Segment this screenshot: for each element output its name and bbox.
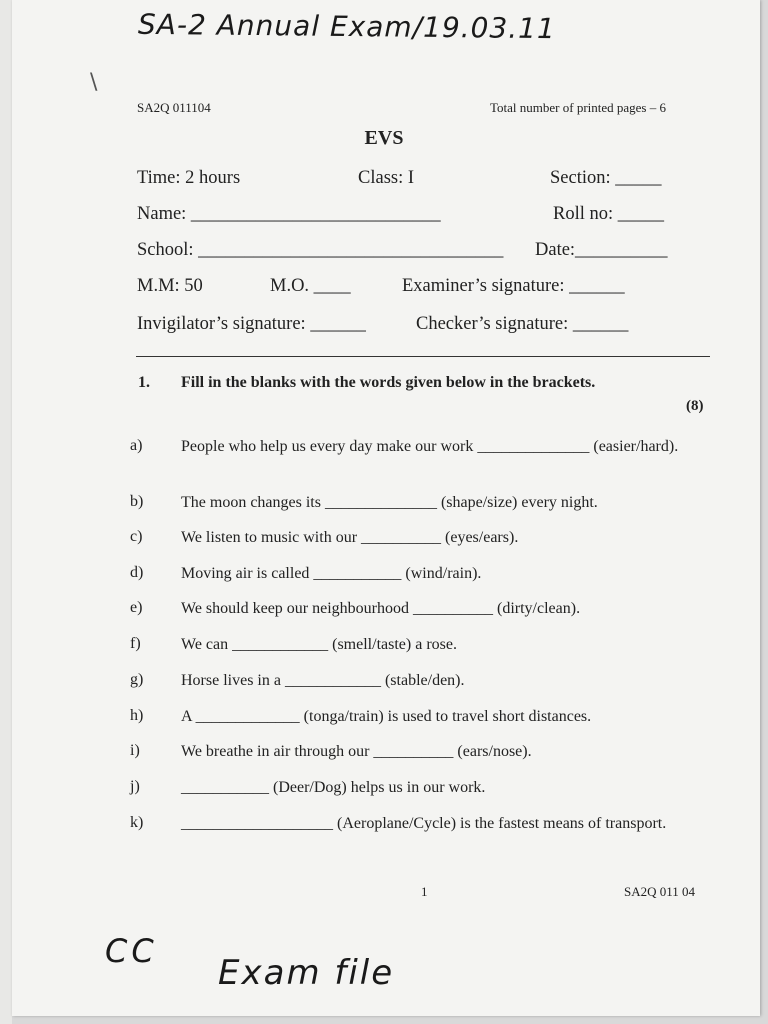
handwritten-cc: CC	[105, 932, 158, 970]
name-field: Name: ___________________________	[137, 204, 441, 224]
item-label: a)	[130, 437, 143, 454]
question-text: Fill in the blanks with the words given below in the brackets.	[181, 374, 596, 391]
fill-blank-item: We should keep our neighbourhood __________ (dirty/clean).	[181, 600, 581, 617]
fill-blank-item: We can ____________ (smell/taste) a rose.	[181, 636, 457, 653]
fill-blank-item: We listen to music with our __________ (eyes/ears).	[181, 529, 519, 546]
date-field: Date:__________	[535, 240, 668, 260]
item-label: h)	[130, 707, 144, 724]
fill-blank-item: Moving air is called ___________ (wind/rain).	[181, 565, 482, 582]
time-field: Time: 2 hours	[137, 168, 241, 188]
section-field: Section: _____	[550, 168, 662, 188]
school-field: School: _________________________________	[137, 240, 504, 260]
subject-title: EVS	[364, 127, 404, 149]
item-label: b)	[130, 493, 144, 510]
class-field: Class: I	[358, 168, 415, 188]
page-edge	[0, 0, 12, 1024]
printed-pages: Total number of printed pages – 6	[490, 100, 666, 115]
checker-signature-field: Checker’s signature: ______	[416, 314, 629, 334]
item-label: g)	[130, 671, 144, 688]
question-number: 1.	[138, 374, 150, 391]
item-label: f)	[130, 635, 141, 652]
fill-blank-item: Horse lives in a ____________ (stable/den).	[181, 672, 465, 689]
roll-no-field: Roll no: _____	[553, 204, 665, 224]
item-label: c)	[130, 528, 143, 545]
fill-blank-item: People who help us every day make our work ______________ (easier/hard).	[181, 438, 679, 455]
pen-mark: \	[90, 70, 98, 95]
fill-blank-item: ___________________ (Aeroplane/Cycle) is the fastest means of transport.	[181, 815, 667, 832]
handwritten-exam-note: SA-2 Annual Exam/19.03.11	[137, 7, 556, 46]
item-label: i)	[130, 742, 140, 759]
header-divider	[136, 356, 710, 357]
handwritten-exam-file: Exam file	[218, 953, 395, 993]
invigilator-signature-field: Invigilator’s signature: ______	[137, 314, 366, 334]
marks-obtained-field: M.O. ____	[270, 276, 351, 296]
item-label: k)	[130, 814, 144, 831]
item-label: d)	[130, 564, 144, 581]
footer-code: SA2Q 011 04	[624, 884, 696, 899]
page-number: 1	[421, 884, 428, 899]
examiner-signature-field: Examiner’s signature: ______	[402, 276, 625, 296]
fill-blank-item: A _____________ (tonga/train) is used to travel short distances.	[181, 708, 592, 725]
paper-code: SA2Q 011104	[137, 100, 211, 115]
fill-blank-item: ___________ (Deer/Dog) helps us in our work.	[181, 779, 486, 796]
fill-blank-item: The moon changes its ______________ (shape/size) every night.	[181, 494, 598, 511]
item-label: e)	[130, 599, 143, 616]
question-marks: (8)	[686, 398, 704, 414]
fill-blank-item: We breathe in air through our __________ (ears/nose).	[181, 743, 532, 760]
item-label: j)	[130, 778, 140, 795]
max-marks: M.M: 50	[137, 276, 203, 296]
